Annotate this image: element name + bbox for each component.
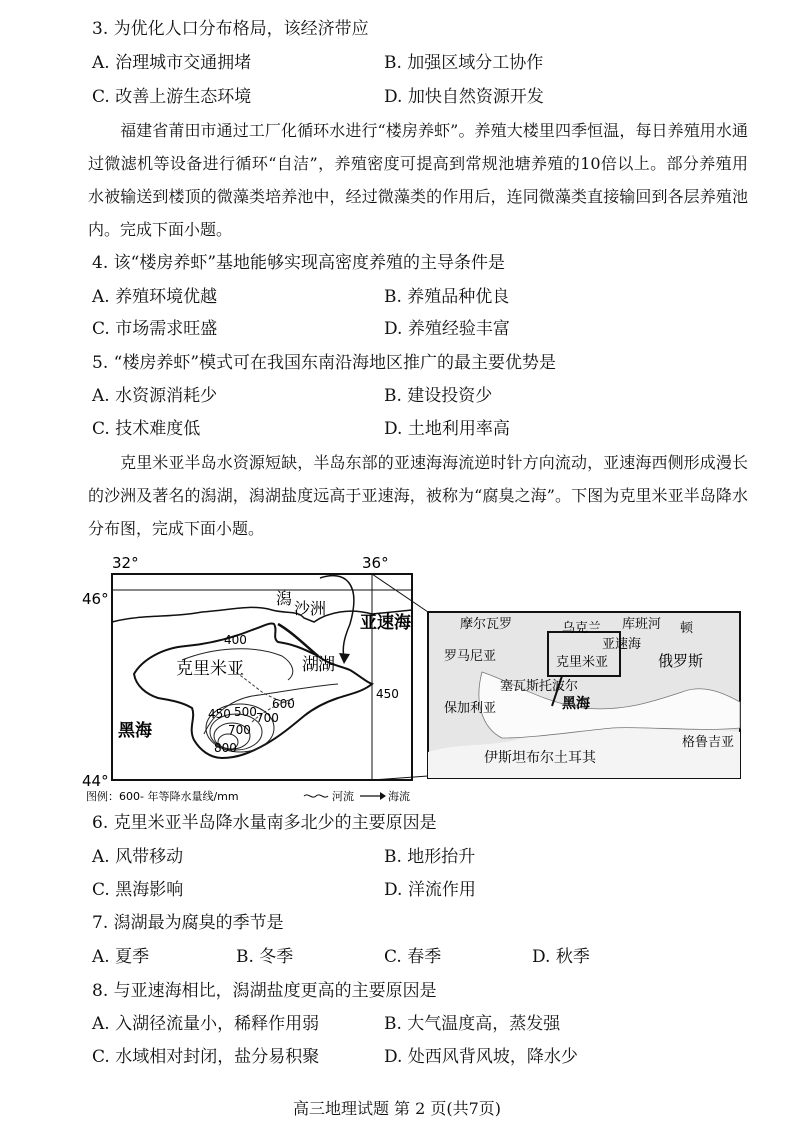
lon-36-label: 36°: [362, 554, 389, 572]
q3-option-b: B. 加强区域分工协作: [384, 53, 544, 73]
q5-option-c: C. 技术难度低: [92, 419, 201, 439]
isohyet-450-label: 450: [208, 707, 231, 721]
crimea-precipitation-map: [82, 552, 742, 804]
lon-32-label: 32°: [112, 554, 139, 572]
q5-option-b: B. 建设投资少: [384, 386, 493, 406]
inset-kuban-label: 库班河: [622, 617, 662, 632]
q5-option-d: D. 土地利用率高: [384, 419, 510, 439]
isohyet-800-label: 800: [214, 741, 237, 755]
q4-option-a: A. 养殖环境优越: [92, 287, 218, 307]
lagoon-label-1: 潟: [276, 589, 293, 608]
q3-option-c: C. 改善上游生态环境: [92, 87, 252, 107]
isohyet-400-label: 400: [224, 633, 247, 647]
q3-option-d: D. 加快自然资源开发: [384, 87, 544, 107]
q8-option-a: A. 入湖径流量小，稀释作用弱: [92, 1014, 320, 1034]
legend-isohyet: 图例：600- 年等降水量线/mm: [86, 790, 239, 803]
isohyet-700-label: 700: [228, 723, 251, 737]
passage-crimea: [88, 446, 748, 545]
inset-black-sea-label: 黑海: [562, 696, 590, 712]
inset-bulgaria-label: 保加利亚: [444, 701, 497, 716]
question-6-stem: 6. 克里米亚半岛降水量南多北少的主要原因是: [92, 813, 437, 833]
legend-river-label: 河流: [332, 790, 354, 803]
inset-azov-label: 亚速海: [602, 637, 642, 652]
inset-moldova-label: 摩尔瓦罗: [460, 617, 513, 632]
q4-option-c: C. 市场需求旺盛: [92, 319, 218, 339]
legend-current-arrowhead: [380, 792, 386, 800]
lat-44-label: 44°: [82, 772, 109, 790]
inset-sevastopol-label: 塞瓦斯托波尔: [500, 679, 579, 694]
passage-shrimp-text: 福建省莆田市通过工厂化循环水进行“楼房养虾”。养殖大楼里四季恒温，每日养殖用水通过微滤机等设备进行循环“自洁”，养殖密度可提高到常规池塘养殖的10倍以上。部分养殖用水被输送到楼顶的微藻类培养池中，经过微藻类的作用后，连同微藻类直接输回到各层养殖池内。完成下面小题。: [88, 121, 748, 239]
q5-option-a: A. 水资源消耗少: [92, 386, 218, 406]
lagoon-label-3: 湖: [318, 655, 335, 675]
inset-georgia-label: 格鲁吉亚: [682, 735, 735, 750]
q8-option-c: C. 水域相对封闭，盐分易积聚: [92, 1047, 320, 1067]
q7-option-c: C. 春季: [384, 947, 442, 967]
inset-ukraine-label: 乌克兰: [562, 621, 602, 636]
azov-sea-label: 亚速海: [360, 613, 411, 633]
q3-option-a: A. 治理城市交通拥堵: [92, 53, 252, 73]
isohyet-450-east-label: 450: [376, 687, 399, 701]
q8-option-d: D. 处西风背风坡，降水少: [384, 1047, 578, 1067]
legend-river-symbol: [304, 795, 328, 797]
crimea-label: 克里米亚: [176, 659, 244, 679]
map-svg: [82, 552, 742, 804]
inset-romania-label: 罗马尼亚: [444, 649, 497, 664]
q6-option-c: C. 黑海影响: [92, 880, 184, 900]
q6-option-b: B. 地形抬升: [384, 847, 476, 867]
isohyet-600-label: 600: [272, 697, 295, 711]
q4-option-b: B. 养殖品种优良: [384, 287, 510, 307]
inset-don-label: 顿: [680, 621, 694, 636]
black-sea-label: 黑海: [118, 721, 152, 741]
question-3-stem: 3. 为优化人口分布格局，该经济带应: [92, 19, 369, 39]
question-7-stem: 7. 潟湖最为腐臭的季节是: [92, 913, 284, 933]
passage-shrimp-farming: [88, 114, 748, 246]
question-8-stem: 8. 与亚速海相比，潟湖盐度更高的主要原因是: [92, 981, 437, 1001]
q7-option-a: A. 夏季: [92, 947, 150, 967]
q6-option-a: A. 风带移动: [92, 847, 184, 867]
inset-crimea-label: 克里米亚: [556, 655, 609, 670]
q7-option-b: B. 冬季: [236, 947, 294, 967]
isohyet-500-label: 500: [234, 705, 257, 719]
lagoon-label-2: 湖: [302, 655, 319, 675]
lat-46-label: 46°: [82, 590, 109, 608]
isohyet-700b-label: 700: [256, 711, 279, 725]
sandbar-label: 沙洲: [294, 599, 327, 618]
q6-option-d: D. 洋流作用: [384, 880, 476, 900]
question-4-stem: 4. 该“楼房养虾”基地能够实现高密度养殖的主导条件是: [92, 253, 506, 273]
passage-crimea-text: 克里米亚半岛水资源短缺，半岛东部的亚速海海流逆时针方向流动，亚速海西侧形成漫长的沙洲及著名的潟湖，潟湖盐度远高于亚速海，被称为“腐臭之海”。下图为克里米亚半岛降水分布图，完成下面小题。: [88, 453, 748, 538]
inset-russia-label: 俄罗斯: [658, 652, 704, 670]
question-5-stem: 5. “楼房养虾”模式可在我国东南沿海地区推广的最主要优势是: [92, 353, 557, 373]
q8-option-b: B. 大气温度高，蒸发强: [384, 1014, 561, 1034]
q4-option-d: D. 养殖经验丰富: [384, 319, 510, 339]
page-footer: 高三地理试题 第 2 页(共7页): [292, 1099, 502, 1118]
q7-option-d: D. 秋季: [532, 947, 590, 967]
legend-current-label: 海流: [388, 790, 410, 803]
inset-turkey-label: 伊斯坦布尔土耳其: [484, 750, 596, 766]
